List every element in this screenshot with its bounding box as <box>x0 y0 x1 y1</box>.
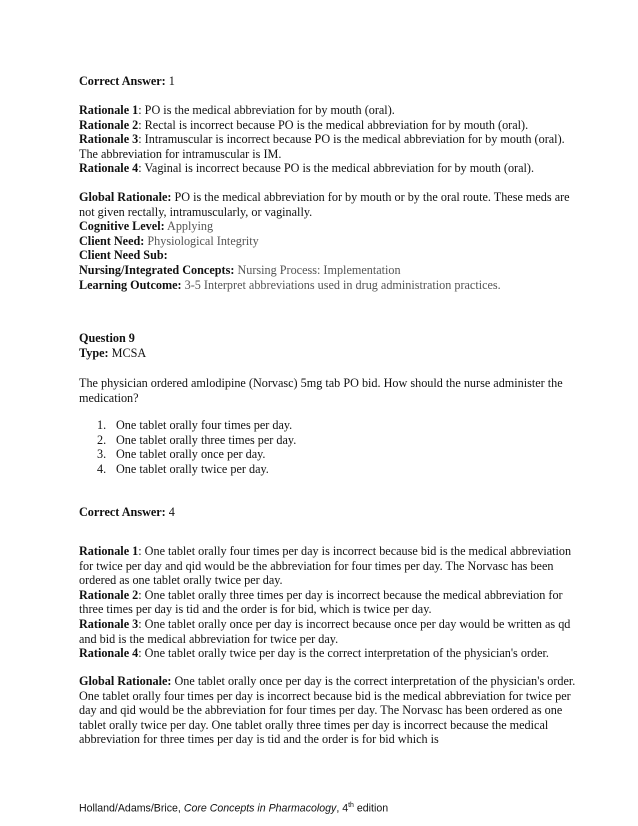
q9-global-rationale <box>79 674 579 747</box>
rationale-text: : One tablet orally once per day is incorrect because once per day would be written as qd and bid is the medical abbreviation for twice per day. <box>79 616 571 646</box>
correct-answer-label: Correct Answer: <box>79 505 166 519</box>
question-title: Question 9 <box>79 331 135 345</box>
option-number: 2. <box>97 432 107 447</box>
rationale-4 <box>79 646 579 661</box>
type-label: Type: <box>79 345 109 360</box>
correct-answer-label: Correct Answer: <box>79 74 166 88</box>
global-rationale-label: Global Rationale: <box>79 190 172 204</box>
footer-edition-tail: edition <box>353 802 389 815</box>
rationale-label: Rationale 3 <box>79 616 139 631</box>
type-value: MCSA <box>111 345 147 360</box>
client-need-sub-label: Client Need Sub: <box>79 248 168 263</box>
client-need-value: Physiological Integrity <box>147 233 259 248</box>
client-need-sub <box>79 248 579 263</box>
global-rationale-label: Global Rationale: <box>79 674 172 688</box>
client-need-label: Client Need: <box>79 233 145 248</box>
option-number: 3. <box>97 447 107 462</box>
rationale-label: Rationale 4 <box>79 161 139 176</box>
rationale-label: Rationale 2 <box>79 117 139 132</box>
footer-authors: Holland/Adams/Brice, <box>79 802 184 815</box>
learning-outcome-value: 3-5 Interpret abbreviations used in drug administration practices. <box>184 277 501 292</box>
question-stem: The physician ordered amlodipine (Norvasc) 5mg tab PO bid. How should the nurse administer the medication? <box>79 376 563 405</box>
learning-outcome-label: Learning Outcome: <box>79 277 182 292</box>
option-text: One tablet orally three times per day. <box>116 432 297 447</box>
rationale-text: : One tablet orally four times per day is incorrect because bid is the medical abbreviation for twice per day and qid would be the abbreviation for four times per day. The Norvasc has been ordered as one tablet orally twice per day. <box>79 544 572 588</box>
footer-book-title: Core Concepts in Pharmacology <box>183 802 337 815</box>
rationale-text: : One tablet orally twice per day is the correct interpretation of the physician's order. <box>138 646 549 661</box>
rationale-1 <box>79 103 579 118</box>
rationale-3 <box>79 617 579 646</box>
nursing-concepts-value: Nursing Process: Implementation <box>237 262 401 277</box>
q9-stem <box>79 376 579 405</box>
rationale-text: : One tablet orally three times per day is incorrect because the medical abbreviation for three times per day is tid and the order is for bid, which is twice per day. <box>79 587 563 617</box>
option-number: 1. <box>97 418 107 432</box>
global-rationale-text: One tablet orally once per day is the correct interpretation of the physician's order. One tablet orally four times per day is incorrect because bid is the medical abbreviation for twice per day and qid would be the abbreviation for four times per day. The Norvasc has been ordered as one tablet orally twice per day. One tablet orally three times per day is incorrect because the medical abbreviation for three times per day is tid and the order is for bid which is <box>79 674 576 747</box>
rationale-text: : PO is the medical abbreviation for by mouth (oral). <box>138 103 395 117</box>
footer-sep: , 4 <box>336 802 349 815</box>
rationale-label: Rationale 4 <box>79 646 139 661</box>
cognitive-level-label: Cognitive Level: <box>79 219 165 234</box>
footer-edition-sup: th <box>348 802 354 809</box>
rationale-text: : Rectal is incorrect because PO is the medical abbreviation for by mouth (oral). <box>138 117 529 132</box>
q8-global-section <box>79 190 579 292</box>
rationale-label: Rationale 3 <box>79 132 139 147</box>
global-rationale-text: PO is the medical abbreviation for by mouth or by the oral route. These meds are not given rectally, intramuscularly, or vaginally. <box>79 190 570 219</box>
option-3 <box>79 447 579 462</box>
rationale-text: : Intramuscular is incorrect because PO is the medical abbreviation for by mouth (oral). The abbreviation for intramuscular is IM. <box>79 132 565 161</box>
option-1 <box>79 418 579 433</box>
nursing-concepts <box>79 263 579 278</box>
option-2 <box>79 433 579 448</box>
nursing-concepts-label: Nursing/Integrated Concepts: <box>79 262 235 277</box>
option-text: One tablet orally twice per day. <box>116 461 269 476</box>
rationale-label: Rationale 1 <box>79 103 139 117</box>
question-type <box>79 346 579 361</box>
q9-options <box>79 418 579 476</box>
q9-correct-answer <box>79 505 579 520</box>
option-4 <box>79 462 579 477</box>
correct-answer-value: 4 <box>168 505 175 519</box>
q8-correct-answer <box>79 74 579 89</box>
rationale-2 <box>79 118 579 133</box>
rationale-text: : Vaginal is incorrect because PO is the medical abbreviation for by mouth (oral). <box>138 161 534 176</box>
q8-rationales <box>79 103 579 176</box>
cognitive-level <box>79 219 579 234</box>
rationale-1 <box>79 544 579 588</box>
option-text: One tablet orally once per day. <box>116 447 266 462</box>
rationale-label: Rationale 2 <box>79 587 139 602</box>
page-footer <box>79 802 388 815</box>
option-text: One tablet orally four times per day. <box>116 418 293 432</box>
rationale-2 <box>79 588 579 617</box>
rationale-4 <box>79 161 579 176</box>
option-number: 4. <box>97 461 107 476</box>
client-need <box>79 234 579 249</box>
q9-heading <box>79 331 579 360</box>
rationale-label: Rationale 1 <box>79 544 139 558</box>
correct-answer-value: 1 <box>168 74 175 88</box>
rationale-3 <box>79 132 579 161</box>
q9-rationales <box>79 544 579 661</box>
learning-outcome <box>79 278 579 293</box>
global-rationale <box>79 190 579 219</box>
cognitive-level-value: Applying <box>167 219 214 234</box>
